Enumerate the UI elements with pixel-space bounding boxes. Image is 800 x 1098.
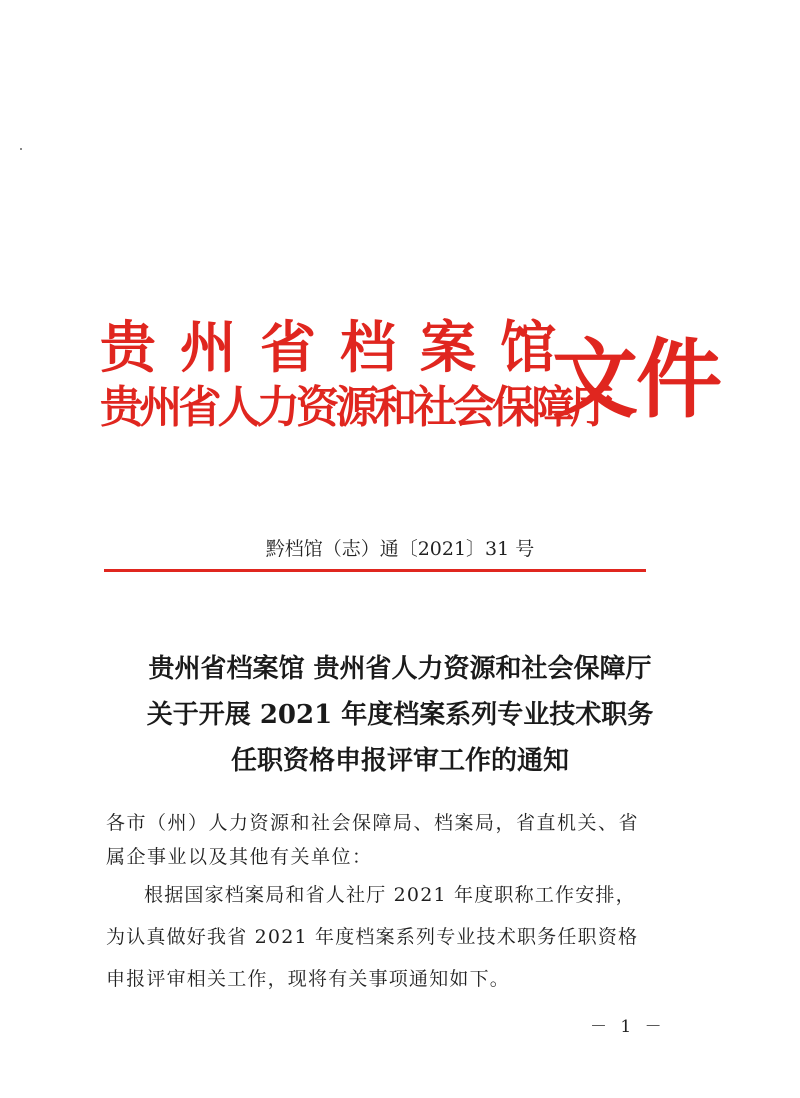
issuer-suffix: 文件: [552, 329, 720, 430]
issuer-line-1: 贵州省档案馆: [100, 315, 580, 381]
document-body: [106, 806, 654, 1000]
addressee: 各市（州）人力资源和社会保障局、档案局，省直机关、省属企事业以及其他有关单位：: [106, 812, 640, 868]
document-title: [0, 646, 800, 784]
page-number: － 1 －: [590, 1017, 666, 1037]
title-line-3: 任职资格申报评审工作的通知: [230, 746, 569, 776]
title-line-1: 贵州省档案馆 贵州省人力资源和社会保障厅: [148, 654, 652, 684]
issuer-line-2: 贵州省人力资源和社会保障厅: [100, 382, 610, 433]
scan-speck: [20, 148, 22, 150]
body-paragraph-1: 根据国家档案局和省人社厅 2021 年度职称工作安排，为认真做好我省 2021 年度档案系列专业技术职务任职资格申报评审相关工作，现将有关事项通知如下。: [106, 884, 639, 990]
header-red-rule: [104, 569, 646, 572]
document-number: 黔档馆（志）通〔2021〕31 号: [265, 538, 535, 560]
title-line-2: 关于开展 2021 年度档案系列专业技术职务: [146, 700, 654, 730]
